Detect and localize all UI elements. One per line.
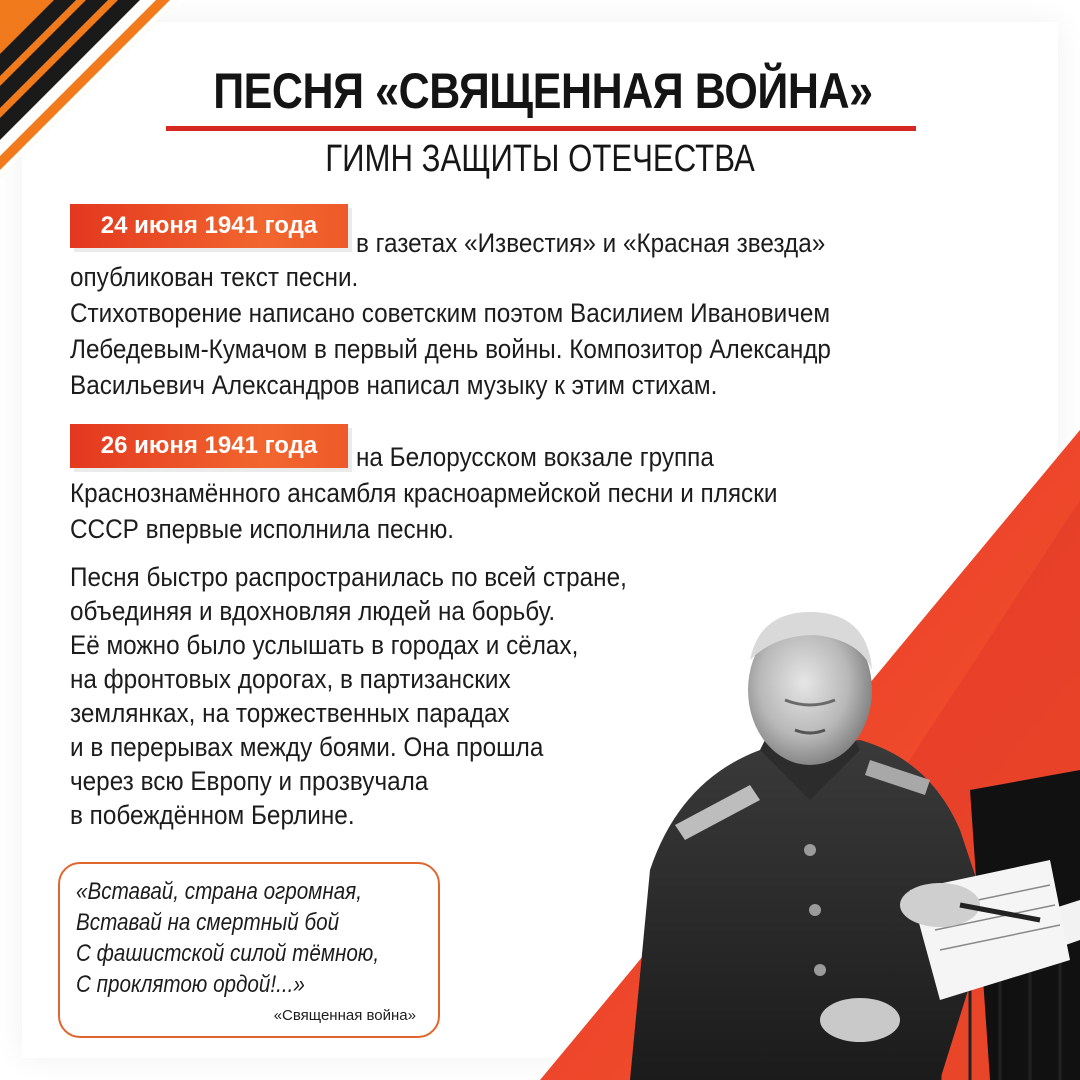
section3-line: землянках, на торжественных парадах [70,698,510,728]
section3-line: Песня быстро распространилась по всей стране, [70,562,627,592]
quote-source: «Священная война» [273,1007,416,1024]
title-underline [166,126,916,131]
section3-line: Её можно было услышать в городах и сёлах, [70,630,579,660]
quote-box [58,862,440,1038]
section1-line3: Стихотворение написано советским поэтом Василием Ивановичем [70,298,831,328]
section1-line2: опубликован текст песни. [70,262,359,292]
section3-line: через всю Европу и прозвучала [70,766,429,796]
date-badge-1941-06-24: 24 июня 1941 года [70,204,348,248]
section3-line: и в перерывах между боями. Она прошла [70,732,544,762]
section2-line2: Краснознамённого ансамбля красноармейской песни и пляски [70,478,778,508]
section1-line5: Васильевич Александров написал музыку к этим стихам. [70,370,718,400]
section1-line1: в газетах «Известия» и «Красная звезда» [356,228,826,258]
section3-line: объединяя и вдохновляя людей на борьбу. [70,596,556,626]
composer-photo [610,590,1080,1080]
section2-line3: СССР впервые исполнила песню. [70,514,455,544]
section3-line: в побеждённом Берлине. [70,800,355,830]
section1-line4: Лебедевым-Кумачом в первый день войны. Композитор Александр [70,334,831,364]
page-title: ПЕСНЯ «СВЯЩЕННАЯ ВОЙНА» [213,63,873,119]
quote-line: «Вставай, страна огромная, [76,878,362,905]
quote-text [76,876,379,1000]
date-badge-1941-06-26: 26 июня 1941 года [70,424,348,468]
section3-line: на фронтовых дорогах, в партизанских [70,664,511,694]
section2-line1: на Белорусском вокзале группа [356,442,714,472]
quote-line: Вставай на смертный бой [76,909,340,936]
page-subtitle: ГИМН ЗАЩИТЫ ОТЕЧЕСТВА [325,138,755,180]
quote-line: С фашистской силой тёмною, [76,940,380,967]
st-george-ribbon [0,0,200,200]
quote-line: С проклятою ордой!...» [76,971,305,998]
